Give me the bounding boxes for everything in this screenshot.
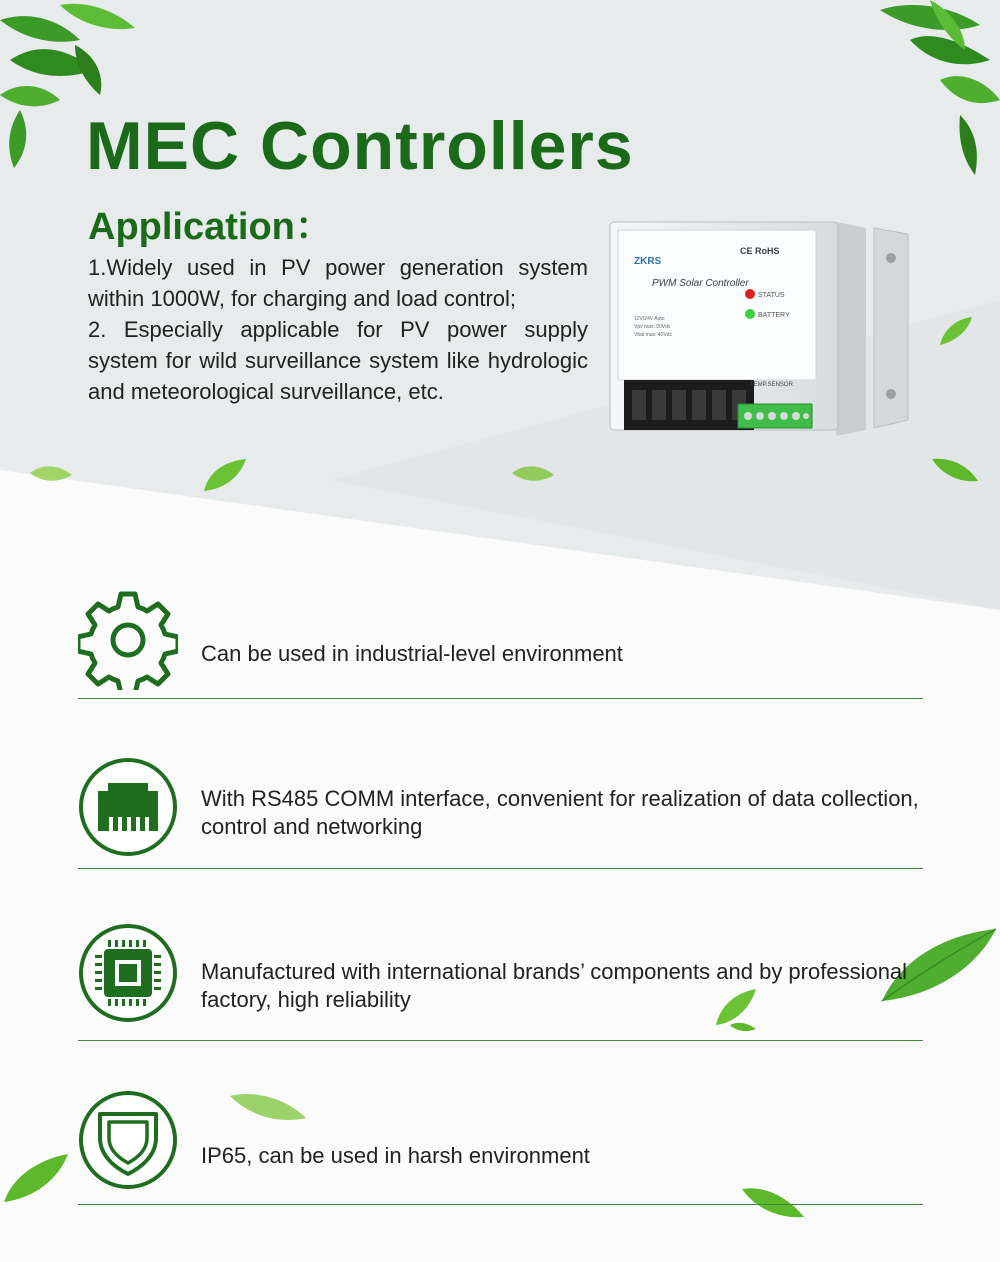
page-title: MEC Controllers bbox=[86, 108, 634, 184]
application-heading: Application： bbox=[88, 206, 333, 248]
status-led bbox=[745, 289, 755, 299]
application-point: 2. Especially applicable for PV power supply system for wild surveillance system like hydrologic and meteorological surveillance, etc. bbox=[88, 317, 588, 404]
device-model: PWM Solar Controller bbox=[652, 278, 749, 289]
leaf-icon bbox=[930, 455, 980, 485]
device-cert: CE RoHS bbox=[740, 246, 780, 256]
status-label: STATUS bbox=[758, 292, 785, 299]
shield-icon bbox=[78, 1090, 178, 1190]
battery-led bbox=[745, 309, 755, 319]
feature-item bbox=[78, 755, 923, 865]
ethernet-port-icon bbox=[78, 757, 178, 857]
application-point: 1.Widely used in PV power generation system within 1000W, for charging and load control; bbox=[88, 255, 588, 311]
leaf-icon bbox=[200, 455, 250, 495]
feature-text: Can be used in industrial-level environment bbox=[201, 641, 623, 666]
leaf-icon bbox=[938, 313, 974, 349]
device-spec-line: 12V/24V Auto bbox=[634, 316, 665, 322]
leaf-icon bbox=[28, 463, 74, 485]
leaf-cluster-top-right-icon bbox=[870, 0, 1000, 180]
divider bbox=[78, 868, 923, 869]
divider bbox=[78, 1040, 923, 1041]
application-description bbox=[88, 252, 588, 407]
divider bbox=[78, 698, 923, 699]
feature-text: With RS485 COMM interface, convenient for realization of data collection, control and networking bbox=[201, 786, 919, 839]
chip-icon bbox=[78, 923, 178, 1023]
feature-text: Manufactured with international brands’ components and by professional factory, high reliability bbox=[201, 959, 908, 1012]
gear-icon bbox=[78, 590, 178, 690]
feature-text: IP65, can be used in harsh environment bbox=[201, 1143, 590, 1168]
feature-item bbox=[78, 1090, 923, 1200]
divider bbox=[78, 1204, 923, 1205]
solar-controller-device-image bbox=[604, 214, 914, 444]
feature-item bbox=[78, 588, 923, 698]
leaf-icon bbox=[0, 1150, 70, 1205]
device-spec-line: Vbat max: 40Vdc bbox=[634, 332, 673, 338]
sensor-label: TEMP.SENSOR bbox=[750, 382, 793, 388]
device-brand: ZKRS bbox=[634, 256, 662, 267]
leaf-icon bbox=[510, 463, 556, 485]
feature-item bbox=[78, 923, 923, 1033]
device-spec-line: Vpv max: 50Vdc bbox=[634, 324, 671, 330]
battery-label: BATTERY bbox=[758, 312, 790, 319]
